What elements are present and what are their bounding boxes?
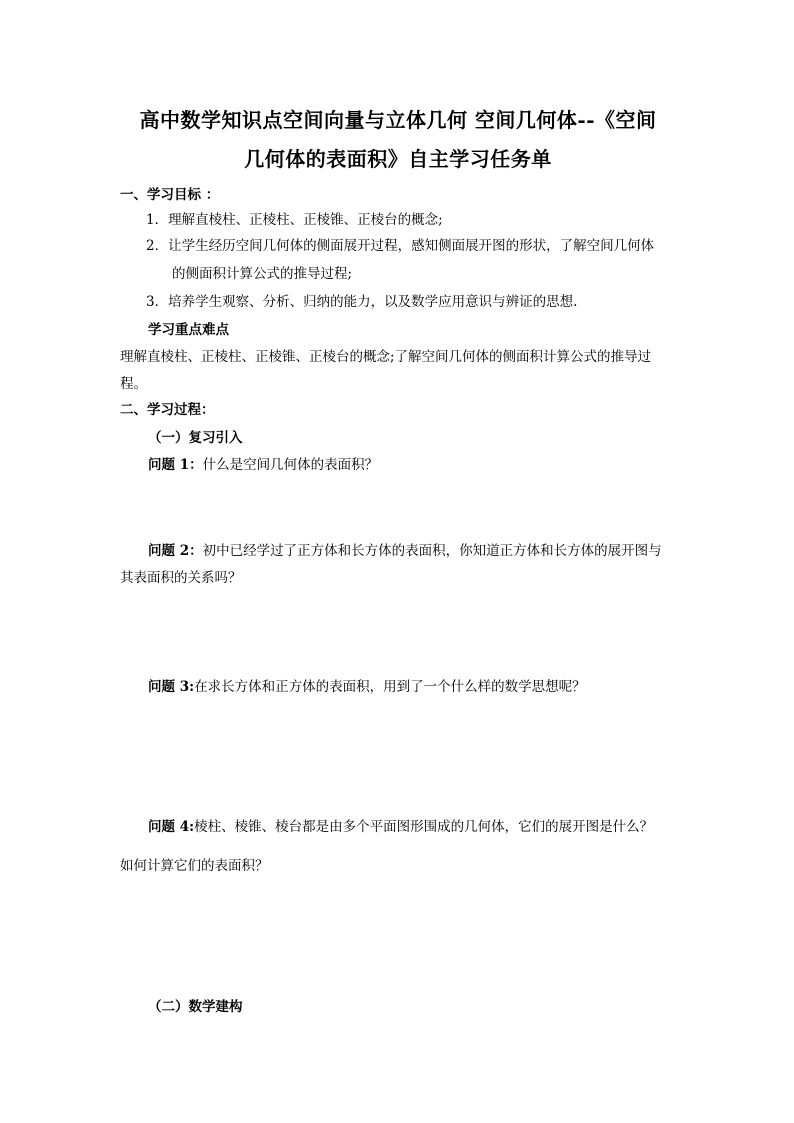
document-title-line-1: 高中数学知识点空间向量与立体几何 空间几何体--《空间 — [139, 108, 657, 132]
subsection-modeling-heading: （二）数学建构 — [148, 999, 243, 1015]
question-4-continued: 如何计算它们的表面积？ — [120, 858, 269, 874]
question-3 — [148, 677, 586, 697]
keypoints-heading: 学习重点难点 — [148, 322, 229, 338]
question-text: 什么是空间几何体的表面积？ — [202, 457, 379, 473]
goal-item-2 — [146, 236, 654, 256]
question-text: 初中已经学过了正方体和长方体的表面积，你知道正方体和长方体的展开图与 — [202, 543, 662, 559]
question-1 — [148, 455, 378, 475]
question-label: 问题 1： — [148, 457, 203, 473]
question-4 — [148, 817, 653, 837]
keypoints-text: 理解直棱柱、正棱柱、正棱锥、正棱台的概念;了解空间几何体的侧面积计算公式的推导过 — [120, 349, 652, 365]
question-text: 棱柱、棱锥、棱台都是由多个平面图形围成的几何体，它们的展开图是什么？ — [194, 819, 654, 835]
question-label: 问题 4: — [148, 819, 195, 835]
goal-item-2-continued: 的侧面积计算公式的推导过程; — [172, 266, 353, 282]
goal-number: 1． — [146, 212, 169, 228]
keypoints-text-continued: 程。 — [120, 376, 147, 392]
section-2-heading: 二、学习过程： — [120, 402, 215, 418]
question-2-continued: 其表面积的关系吗？ — [120, 570, 242, 586]
goal-number: 3． — [146, 294, 169, 310]
subsection-review-heading: （一）复习引入 — [148, 430, 243, 446]
goal-text: 培养学生观察、分析、归纳的能力，以及数学应用意识与辨证的思想. — [168, 294, 578, 310]
goal-number: 2． — [146, 238, 169, 254]
goal-item-3 — [146, 292, 577, 312]
question-text: 在求长方体和正方体的表面积，用到了一个什么样的数学思想呢？ — [194, 679, 586, 695]
goal-text: 让学生经历空间几何体的侧面展开过程，感知侧面展开图的形状，了解空间几何体 — [168, 238, 655, 254]
question-label: 问题 2： — [148, 543, 203, 559]
question-label: 问题 3: — [148, 679, 195, 695]
goal-text: 理解直棱柱、正棱柱、正棱锥、正棱台的概念; — [168, 212, 443, 228]
document-title-line-2: 几何体的表面积》自主学习任务单 — [244, 147, 552, 171]
goal-item-1 — [146, 210, 443, 230]
section-1-heading: 一、学习目标 ： — [120, 187, 220, 203]
question-2 — [148, 541, 662, 561]
